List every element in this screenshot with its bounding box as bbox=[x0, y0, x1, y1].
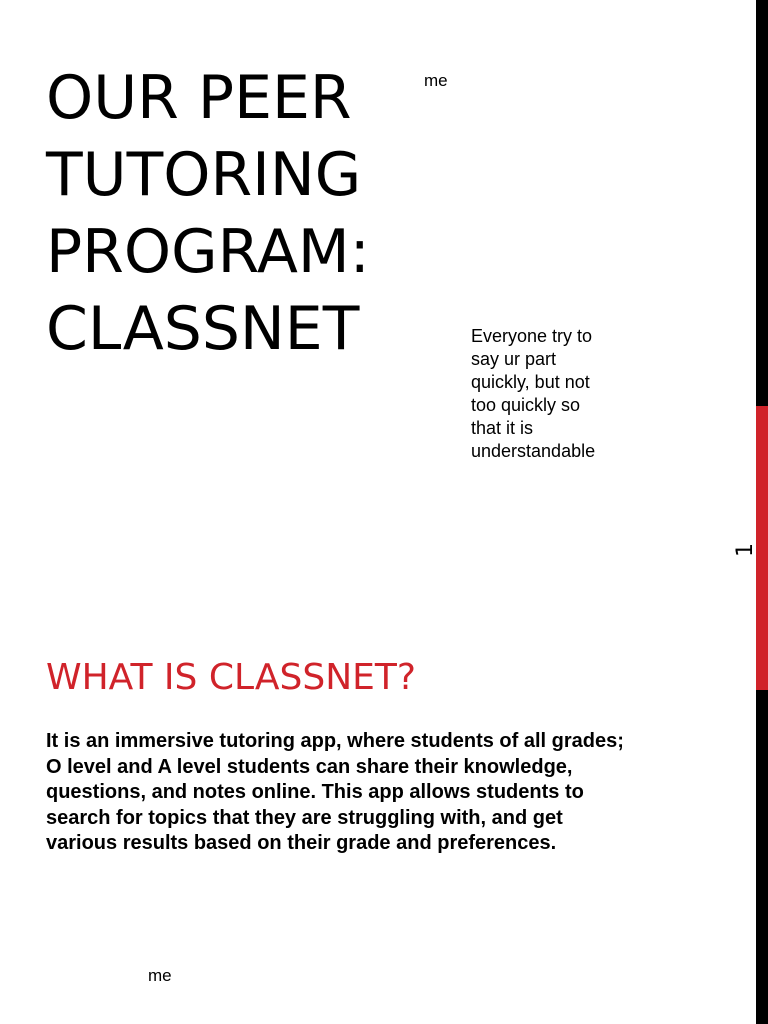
section-body-line: O level and A level students can share their knowledge, bbox=[46, 755, 573, 778]
slide-number: 1 bbox=[733, 543, 758, 557]
section-body bbox=[46, 729, 686, 857]
title-line-3: PROGRAM: bbox=[46, 217, 370, 287]
presenter-note-line: quickly, but not bbox=[471, 372, 590, 392]
speaker-tag-top: me bbox=[424, 71, 448, 90]
presenter-note bbox=[471, 325, 621, 463]
section-body-line: various results based on their grade and preferences. bbox=[46, 832, 557, 854]
section-body-line: It is an immersive tutoring app, where students of all grades; bbox=[46, 730, 624, 752]
title-line-2: TUTORING bbox=[46, 140, 362, 210]
presenter-note-line: that it is bbox=[471, 418, 534, 438]
speaker-tag-bottom: me bbox=[148, 966, 172, 985]
title-line-1: OUR PEER bbox=[46, 63, 352, 133]
title-line-4: CLASSNET bbox=[46, 294, 360, 364]
presenter-note-line: Everyone try to bbox=[471, 326, 593, 346]
presenter-note-line: say ur part bbox=[471, 349, 557, 369]
section-body-line: search for topics that they are struggling with, and get bbox=[46, 806, 563, 829]
section-body-line: questions, and notes online. This app allows students to bbox=[46, 781, 584, 803]
presenter-note-line: understandable bbox=[471, 441, 596, 461]
presenter-note-line: too quickly so bbox=[471, 395, 581, 415]
section-heading: WHAT IS CLASSNET? bbox=[46, 657, 416, 698]
